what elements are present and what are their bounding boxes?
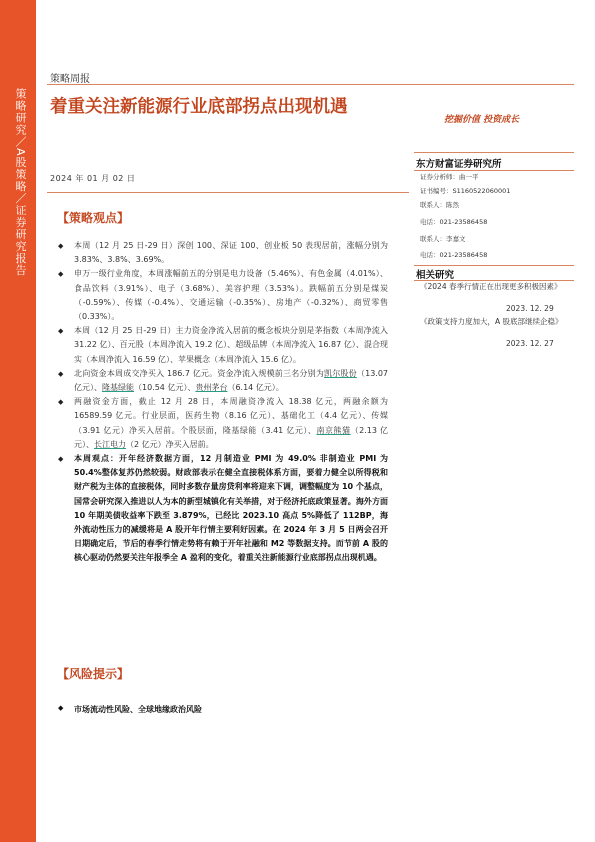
stock-link[interactable]: 贵州茅台	[195, 383, 228, 393]
related-report-date: 2023. 12. 27	[506, 339, 554, 348]
strategy-heading: 【策略观点】	[57, 211, 130, 225]
cert-line: 证书编号：S1160522060001	[420, 187, 511, 195]
list-item: ◆ 市场流动性风险、全球地缘政治风险	[58, 704, 202, 714]
header-divider	[47, 84, 574, 85]
diamond-bullet-icon: ◆	[58, 327, 64, 336]
list-item: ◆ 申万一级行业角度，本周涨幅前五的分别是电力设备（5.46%）、有色金属（4.01%）、食品饮料（3.91%）、电子（3.68%）、美容护理（3.53%）。跌幅前五分别是煤炭（-0.59%）、传媒（-0.4%）、交通运输（-0.35%）、房地产（-0.32%）、商贸零售（0.33%）。	[58, 269, 388, 322]
sidebar-text: 策略研究／A股策略／证券研究报告	[14, 88, 27, 277]
report-title: 着重关注新能源行业底部拐点出现机遇	[50, 97, 348, 117]
stock-link[interactable]: 长江电力	[94, 439, 126, 449]
related-research-heading: 相关研究	[416, 270, 455, 281]
related-report-link[interactable]: 《政策支持力度加大，A 股底部继续企稳》	[420, 317, 563, 326]
contact-phone: 电话：021-23586458	[420, 251, 488, 259]
list-item: ◆ 本周（12 月 25 日-29 日）主力资金净流入居前的概念板块分别是茅指数（本周净流入 31.22 亿）、百元股（本周净流入 19.2 亿）、超级品牌（本周净流入 16.87 亿）、混合现实（本周净流入 16.59 亿）、苹果概念（本周净流入 15.6 亿）。	[58, 326, 388, 364]
diamond-bullet-icon: ◆	[58, 242, 64, 250]
stock-link[interactable]: 隆基绿能	[102, 383, 134, 393]
diamond-bullet-icon: ◆	[58, 398, 64, 407]
related-report-link[interactable]: 《2024 春季行情正在出现更多积极因素》	[420, 282, 562, 291]
stock-link[interactable]: 凯尔股份	[324, 368, 357, 378]
sidebar-band	[0, 0, 36, 842]
contact-name: 联系人：李嘉文	[420, 235, 466, 243]
right-divider	[414, 170, 574, 171]
institute-name: 东方财富证券研究所	[416, 159, 502, 170]
diamond-bullet-icon: ◆	[58, 455, 64, 464]
right-divider	[414, 152, 574, 153]
contact-name: 联系人：陈然	[420, 201, 459, 209]
list-item: ◆ 北向资金本周成交净买入 186.7 亿元。资金净流入规模前三名分别为凯尔股份（13.07 亿元）、隆基绿能（10.54 亿元）、贵州茅台（6.14 亿元）。	[58, 368, 389, 393]
contact-phone: 电话：021-23586458	[420, 218, 488, 226]
analyst-line: 证券分析师：曲一平	[420, 173, 479, 181]
slogan: 挖掘价值 投资成长	[444, 115, 520, 125]
stock-link[interactable]: 南京熊猫	[316, 425, 351, 435]
diamond-bullet-icon: ◆	[58, 704, 64, 712]
list-item: ◆ 本周观点：开年经济数据方面，12 月制造业 PMI 为 49.0% 非制造业 PMI 为 50.4%整体复苏仍然较弱。财政部表示在健全直接税体系方面，要着力健全以所得税和财产税为主体的直接税体，同时多数存量房贷利率将迎来下调，调整幅度为 10 个基点，国常会研究深入推进以人为本的新型城镇化有关举措，对于经济托底政策显著。海外方面 10 年期美债收益率下跌至 3.879%，已经比 2023.10 高点 5%降低了 112BP，海外流动性压力的减缓将是 A 股开年行情主要利好因素。在 2024 年 3 月 5 日两会召开日期确定后，节后的春季行情走势将有赖于开年社融和 M2 等数据支持。而节前 A 股的核心驱动仍然要关注年报季全 A 盈利的变化，着重关注新能源行业底部拐点出现机遇。	[58, 454, 388, 563]
report-date: 2024 年 01 月 02 日	[50, 174, 136, 183]
diamond-bullet-icon: ◆	[58, 270, 64, 279]
related-report-date: 2023. 12. 29	[506, 304, 554, 313]
diamond-bullet-icon: ◆	[58, 369, 64, 378]
list-item: ◆ 本周（12 月 25 日-29 日）深创 100、深证 100、创业板 50 表现居前，涨幅分别为 3.83%、3.8%、3.69%。	[58, 241, 388, 265]
risk-heading: 【风险提示】	[57, 667, 130, 681]
left-divider	[47, 192, 409, 193]
right-divider	[414, 265, 574, 266]
list-item: ◆ 两融资金方面，截止 12 月 28 日，本周融资净流入 18.38 亿元，两融余额为 16589.59 亿元。行业层面，医药生物（8.16 亿元）、基础化工（4.4 亿元）、传媒（3.91 亿元）净买入居前。个股层面，隆基绿能（3.41 亿元）、南京熊猫（2.13 亿元）、长江电力（2 亿元）净买入居前。	[58, 397, 389, 449]
strategy-bullets	[58, 239, 388, 566]
report-type-label: 策略周报	[50, 74, 90, 85]
